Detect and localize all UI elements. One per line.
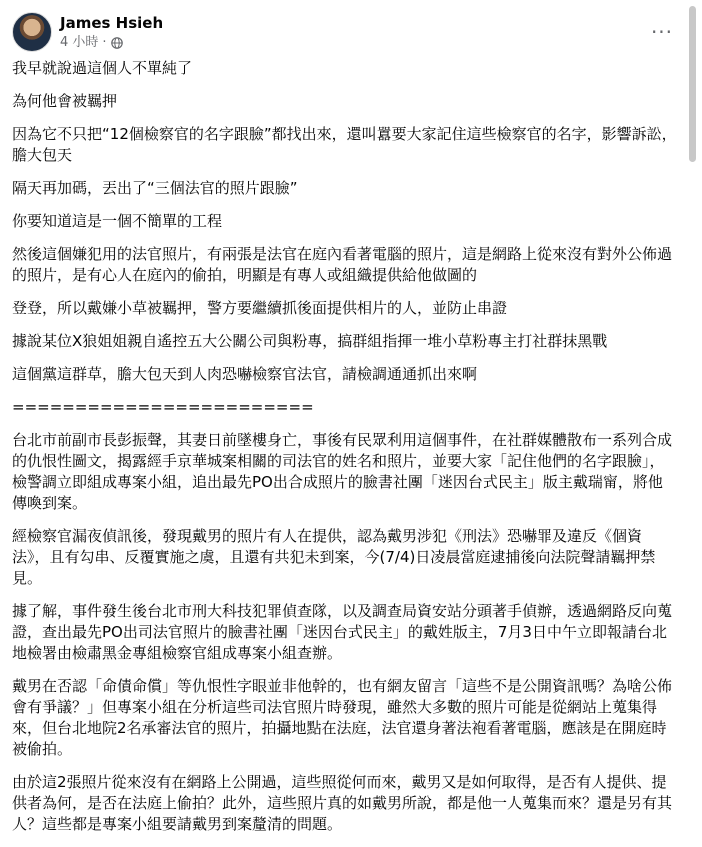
more-options-button[interactable]: ··· bbox=[650, 20, 674, 44]
post-paragraph: 為何他會被羈押 bbox=[12, 92, 118, 110]
post-paragraph: 台北市前副市長彭振聲，其妻日前墜樓身亡，事後有民眾利用這個事件，在社群媒體散布一系列合成的仇恨性圖文，揭露經手京華城案相關的司法官的姓名和照片，並要大家「記住他們的名字跟臉」，檢警調立即組成專案小組，追出最先PO出合成照片的臉書社團「迷因台式民主」版主戴瑞甯，將他傳喚到案。 bbox=[12, 431, 673, 512]
post-paragraph: 我早就說過這個人不單純了 bbox=[12, 59, 193, 77]
author-name[interactable]: James Hsieh bbox=[60, 13, 164, 32]
post-meta bbox=[60, 14, 163, 51]
scrollbar[interactable] bbox=[688, 0, 698, 714]
post-subline bbox=[60, 35, 163, 51]
scrollbar-thumb[interactable] bbox=[689, 6, 696, 162]
post-paragraph: 登登，所以戴嫌小草被羈押，警方要繼續抓後面提供相片的人，並防止串證 bbox=[12, 299, 508, 317]
post-time[interactable]: 4 小時 bbox=[60, 34, 99, 50]
post-paragraph: 你要知道這是一個不簡單的工程 bbox=[12, 212, 223, 230]
separator-line: ======================== bbox=[12, 398, 314, 416]
post-paragraph: 這個黨這群草，膽大包天到人肉恐嚇檢察官法官，請檢調通通抓出來啊 bbox=[12, 365, 478, 383]
post-paragraph: 因為它不只把“12個檢察官的名字跟臉”都找出來，還叫囂要大家記住這些檢察官的名字，影響訴訟，膽大包天 bbox=[12, 125, 677, 164]
post-paragraph: 由於這2張照片從來沒有在網路上公開過，這些照從何而來，戴男又是如何取得，是否有人提供、提供者為何，是否在法庭上偷拍？此外，這些照片真的如戴男所說，都是他一人蒐集而來？還是另有其人？這些都是專案小組要請戴男到案釐清的問題。 bbox=[12, 773, 673, 833]
post-paragraph: 然後這個嫌犯用的法官照片，有兩張是法官在庭內看著電腦的照片，這是網路上從來沒有對外公佈過的照片，是有心人在庭內的偷拍，明顯是有專人或組織提供給他做圖的 bbox=[12, 245, 673, 284]
post-header bbox=[12, 12, 163, 52]
post-paragraph: 戴男在否認「命債命償」等仇恨性字眼並非他幹的，也有網友留言「這些不是公開資訊嗎？為啥公佈會有爭議？」但專案小組在分析這些司法官照片時發現，雖然大多數的照片可能是從網站上蒐集得來，但台北地院2名承審法官的照片，拍攝地點在法庭，法官還身著法袍看著電腦，應該是在開庭時被偷拍。 bbox=[12, 677, 673, 758]
post-paragraph: 隔天再加碼，丟出了“三個法官的照片跟臉” bbox=[12, 179, 298, 197]
post-paragraph: 經檢察官漏夜偵訊後，發現戴男的照片有人在提供，認為戴男涉犯《刑法》恐嚇罪及違反《個資法》，且有勾串、反覆實施之虞，且還有共犯未到案，今(7/4)日凌晨當庭逮捕後向法院聲請羈押禁見。 bbox=[12, 527, 656, 587]
author-avatar[interactable] bbox=[12, 12, 52, 52]
globe-icon bbox=[111, 37, 123, 49]
post-paragraph: 據說某位X狼姐姐親自遙控五大公關公司與粉專，搞群組指揮一堆小草粉專主打社群抹黑戰 bbox=[12, 332, 608, 350]
post-paragraph: 據了解，事件發生後台北市刑大科技犯罪偵查隊，以及調查局資安站分頭著手偵辦，透過網路反向蒐證，查出最先PO出司法官照片的臉書社團「迷因台式民主」的戴姓版主，7月3日中午立即報請台北地檢署由檢肅黑金專組檢察官組成專案小組查辦。 bbox=[12, 602, 673, 662]
separator-dot: · bbox=[102, 34, 107, 50]
post-body bbox=[12, 58, 677, 847]
